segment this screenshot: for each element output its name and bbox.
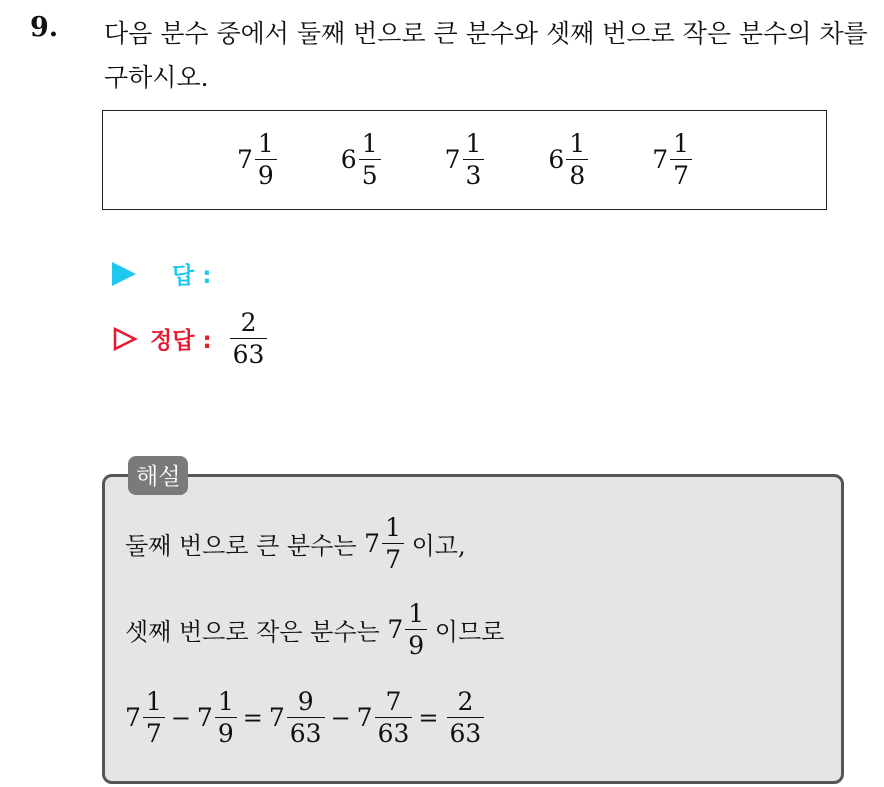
denominator: 63 xyxy=(232,340,265,369)
numerator: 1 xyxy=(465,129,482,158)
mixed-fraction xyxy=(357,689,413,746)
denominator: 9 xyxy=(217,719,234,748)
denominator: 7 xyxy=(673,161,690,190)
equals-sign: = xyxy=(418,703,439,732)
minus-sign: − xyxy=(170,703,191,732)
fraction-5 xyxy=(652,131,692,188)
numerator: 1 xyxy=(673,129,690,158)
numerator: 1 xyxy=(145,687,162,716)
answer-label: 답 : xyxy=(172,263,212,289)
solution-line-1 xyxy=(125,515,466,572)
solution-line-2 xyxy=(125,601,504,658)
denominator: 9 xyxy=(257,161,274,190)
denominator: 63 xyxy=(377,719,410,748)
solution-text: 이므로 xyxy=(427,618,505,646)
denominator: 7 xyxy=(145,719,162,748)
correct-answer-label: 정답 : xyxy=(150,328,212,354)
mixed-fraction xyxy=(197,689,237,746)
fraction-2 xyxy=(341,131,381,188)
minus-sign: − xyxy=(330,703,351,732)
fraction xyxy=(445,689,485,746)
numerator: 1 xyxy=(569,129,586,158)
correct-answer-value xyxy=(228,310,268,367)
numerator: 9 xyxy=(297,687,314,716)
correct-answer-row xyxy=(112,310,267,367)
denominator: 5 xyxy=(361,161,378,190)
solution-text: 셋째 번으로 작은 분수는 xyxy=(125,618,388,646)
whole-part: 7 xyxy=(236,145,253,174)
numerator: 1 xyxy=(217,687,234,716)
mixed-fraction xyxy=(125,689,165,746)
solution-box xyxy=(102,474,844,784)
whole-part: 7 xyxy=(268,703,285,732)
fraction-box xyxy=(102,110,827,210)
solution-tag: 해설 xyxy=(128,456,188,495)
fraction-3 xyxy=(445,131,485,188)
numerator: 1 xyxy=(361,129,378,158)
question-number: 9. xyxy=(30,12,59,43)
mixed-fraction xyxy=(269,689,325,746)
whole-part: 6 xyxy=(548,145,565,174)
play-triangle-icon xyxy=(112,262,136,286)
equals-sign: = xyxy=(242,703,263,732)
numerator: 2 xyxy=(457,687,474,716)
denominator: 63 xyxy=(289,719,322,748)
solution-equation xyxy=(125,689,484,746)
outline-triangle-icon xyxy=(112,326,138,352)
denominator: 9 xyxy=(408,631,425,660)
numerator: 2 xyxy=(240,308,257,337)
whole-part: 7 xyxy=(444,145,461,174)
mixed-fraction xyxy=(364,515,404,572)
whole-part: 6 xyxy=(340,145,357,174)
whole-part: 7 xyxy=(196,703,213,732)
numerator: 1 xyxy=(408,599,425,628)
whole-part: 7 xyxy=(125,703,141,732)
answer-row xyxy=(112,257,211,290)
solution-text: 둘째 번으로 큰 분수는 xyxy=(125,532,365,560)
denominator: 63 xyxy=(449,719,482,748)
mixed-fraction xyxy=(387,601,427,658)
denominator: 7 xyxy=(385,545,401,574)
solution-text: 이고, xyxy=(403,532,466,560)
numerator: 1 xyxy=(257,129,274,158)
fraction-4 xyxy=(548,131,588,188)
whole-part: 7 xyxy=(356,703,373,732)
question-text: 다음 분수 중에서 둘째 번으로 큰 분수와 셋째 번으로 작은 분수의 차를 구하시오. xyxy=(104,19,868,92)
fraction-1 xyxy=(237,131,277,188)
denominator: 8 xyxy=(569,161,586,190)
numerator: 1 xyxy=(385,513,401,542)
whole-part: 7 xyxy=(364,529,381,558)
numerator: 7 xyxy=(385,687,402,716)
fraction-row xyxy=(103,131,826,188)
whole-part: 7 xyxy=(652,145,669,174)
denominator: 3 xyxy=(465,161,482,190)
whole-part: 7 xyxy=(387,615,404,644)
